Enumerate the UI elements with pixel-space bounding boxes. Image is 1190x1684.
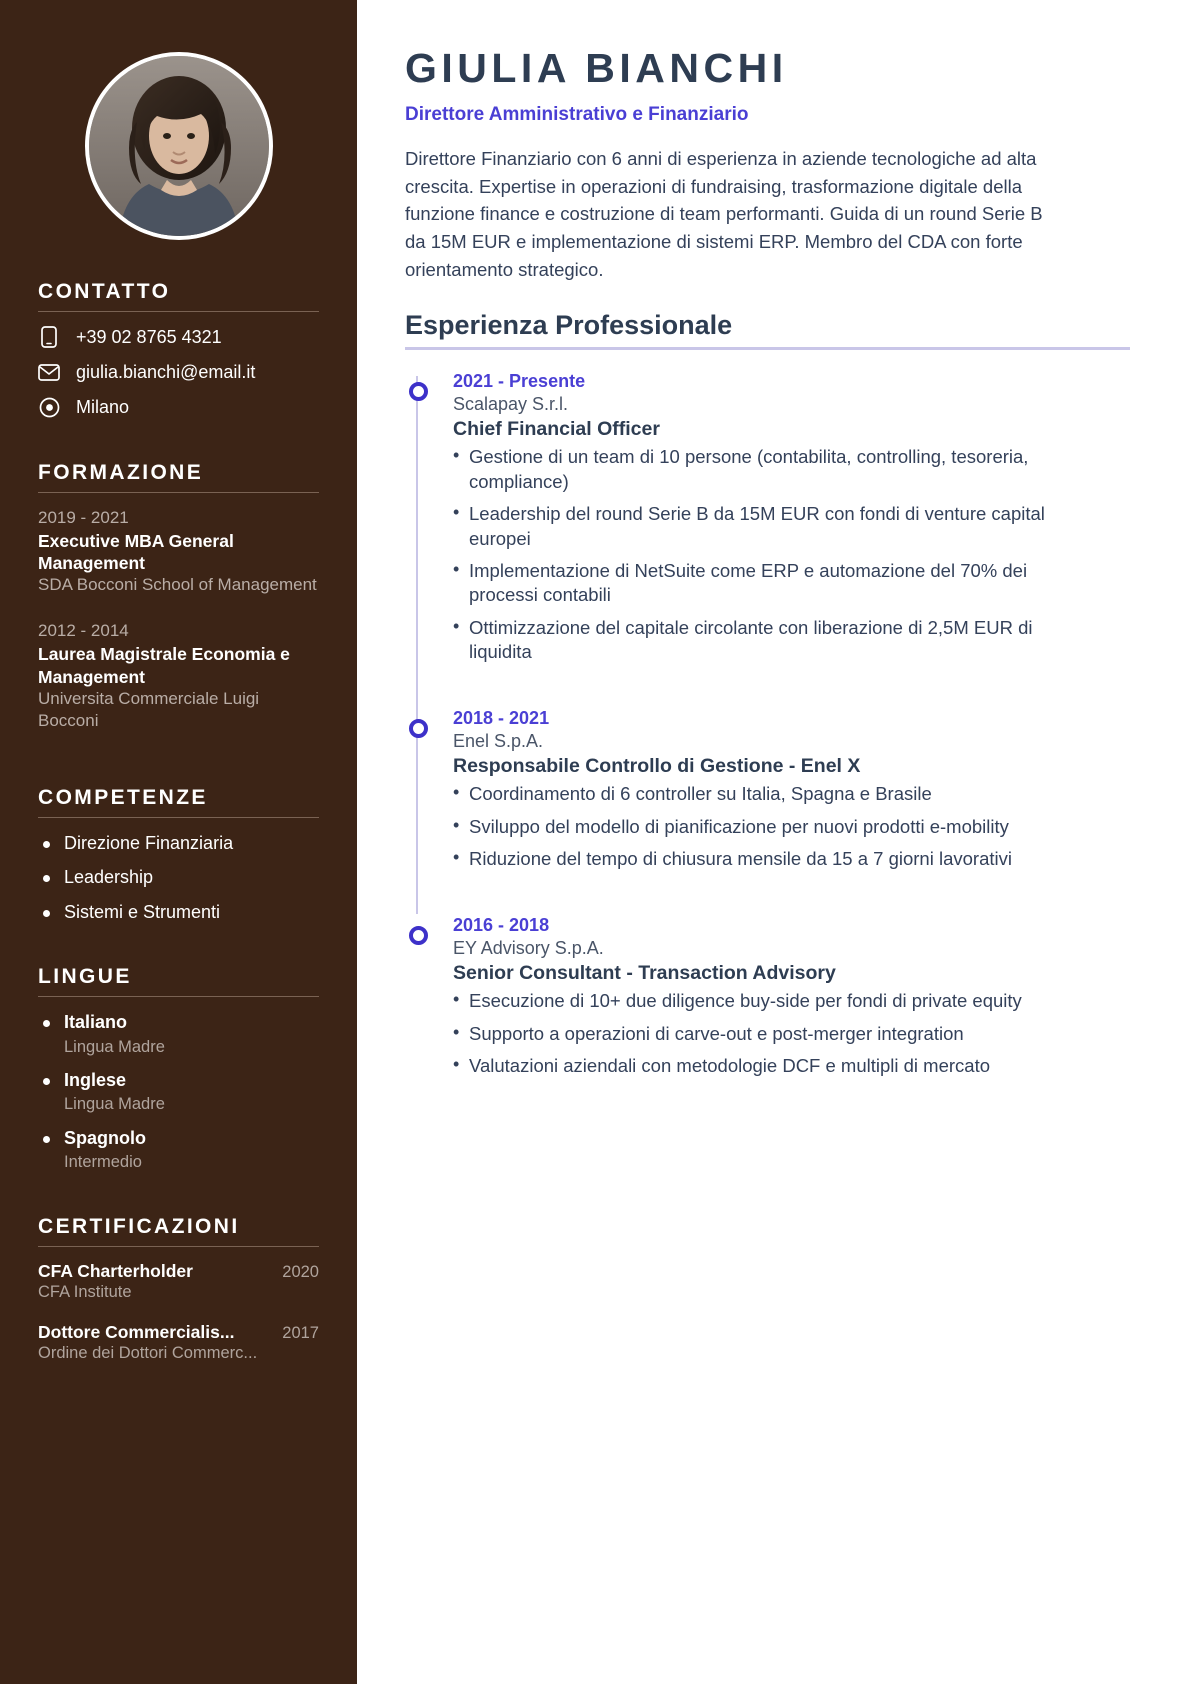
portrait-photo-icon — [89, 56, 269, 236]
experience-bullet: • Esecuzione di 10+ due diligence buy-side per fondi di private equity — [453, 989, 1094, 1013]
language-item — [38, 1011, 319, 1058]
email-icon — [38, 361, 60, 383]
education-org: Universita Commerciale Luigi Bocconi — [38, 688, 260, 730]
skill-item: Direzione Finanziaria — [38, 832, 319, 855]
skills-heading: COMPETENZE — [38, 786, 208, 810]
education-date: 2012 - 2014 — [38, 621, 129, 641]
certification-year: 2017 — [282, 1323, 319, 1342]
certification-name: Dottore Commercialis... — [38, 1321, 235, 1342]
skills-section — [0, 756, 357, 924]
education-divider — [38, 492, 319, 493]
timeline-dot-icon — [409, 719, 428, 738]
experience-bullets — [453, 445, 1130, 664]
professional-summary: Direttore Finanziario con 6 anni di esperienza in aziende tecnologiche ad alta crescita. Expertise in operazioni di fundraising, trasformazione digitale della funzione finance e costruzione di team performanti. Guida di un round Serie B da 15M EUR e implementazione di sistemi ERP. Membro del CDA con forte orientamento strategico. — [405, 147, 1043, 280]
education-title: Laurea Magistrale Economia e Management — [38, 644, 290, 687]
contact-value-location: Milano — [76, 396, 130, 417]
contact-section — [0, 250, 357, 418]
language-name: Inglese — [64, 1070, 127, 1091]
experience-bullet: • Coordinamento di 6 controller su Italia, Spagna e Brasile — [453, 782, 1094, 806]
timeline-line — [416, 707, 418, 914]
avatar-container — [0, 0, 357, 250]
timeline-line — [416, 376, 418, 707]
education-date: 2019 - 2021 — [38, 508, 129, 527]
education-title: Executive MBA General Management — [38, 530, 234, 574]
language-item — [38, 1127, 319, 1174]
contact-item-location[interactable] — [38, 396, 319, 418]
certifications-heading: CERTIFICAZIONI — [38, 1214, 240, 1238]
experience-bullet: • Riduzione del tempo di chiusura mensile da 15 a 7 giorni lavorativi — [453, 847, 1094, 871]
experience-company: Scalapay S.r.l. — [453, 394, 569, 415]
language-level: Intermedio — [64, 1153, 142, 1172]
certifications-section — [0, 1185, 357, 1363]
education-org: SDA Bocconi School of Management — [38, 575, 317, 595]
education-section — [0, 431, 357, 732]
contact-value-email: giulia.bianchi@email.it — [76, 361, 256, 382]
experience-timeline — [405, 370, 1130, 1079]
experience-date: 2021 - Presente — [453, 370, 586, 391]
languages-list — [38, 1011, 319, 1173]
languages-section — [0, 935, 357, 1173]
experience-heading: Esperienza Professionale — [405, 309, 733, 340]
experience-bullet: • Leadership del round Serie B da 15M EUR con fondi di venture capital europei — [453, 502, 1094, 551]
main-content — [357, 0, 1190, 1684]
languages-heading: LINGUE — [38, 965, 132, 989]
experience-bullet: • Ottimizzazione del capitale circolante con liberazione di 2,5M EUR di liquidita — [453, 616, 1094, 665]
experience-date: 2016 - 2018 — [453, 914, 550, 935]
language-name: Italiano — [64, 1012, 128, 1033]
certification-name: CFA Charterholder — [38, 1260, 193, 1281]
avatar — [85, 52, 273, 240]
experience-bullet: • Sviluppo del modello di pianificazione per nuovi prodotti e-mobility — [453, 815, 1094, 839]
experience-item — [405, 707, 1130, 914]
experience-bullet: • Supporto a operazioni di carve-out e post-merger integration — [453, 1022, 1094, 1046]
job-headline: Direttore Amministrativo e Finanziario — [405, 104, 749, 126]
experience-item — [405, 914, 1130, 1079]
contact-heading: CONTATTO — [38, 280, 171, 303]
experience-role: Senior Consultant - Transaction Advisory — [453, 962, 836, 985]
certification-year: 2020 — [282, 1262, 319, 1281]
skills-divider — [38, 817, 319, 818]
language-level: Lingua Madre — [64, 1037, 165, 1056]
education-item — [38, 620, 319, 732]
certification-item — [38, 1261, 319, 1302]
experience-bullet: • Implementazione di NetSuite come ERP e automazione del 70% dei processi contabili — [453, 559, 1094, 608]
certification-item — [38, 1322, 319, 1363]
contact-divider — [38, 311, 319, 312]
contact-value-phone: +39 02 8765 4321 — [76, 326, 222, 347]
experience-bullet: • Valutazioni aziendali con metodologie DCF e multipli di mercato — [453, 1054, 1094, 1078]
sidebar — [0, 0, 357, 1684]
contact-item-email[interactable] — [38, 361, 319, 383]
skill-item: Leadership — [38, 866, 319, 889]
contact-item-phone[interactable] — [38, 326, 319, 348]
page-title: GIULIA BIANCHI — [405, 45, 788, 91]
certifications-divider — [38, 1246, 319, 1247]
certification-org: Ordine dei Dottori Commerc... — [38, 1343, 258, 1362]
experience-role: Chief Financial Officer — [453, 418, 660, 441]
experience-date: 2018 - 2021 — [453, 707, 550, 728]
education-item — [38, 507, 319, 596]
education-heading: FORMAZIONE — [38, 461, 204, 484]
language-level: Lingua Madre — [64, 1095, 165, 1114]
experience-divider — [405, 347, 1130, 350]
location-icon — [38, 396, 60, 418]
experience-company: Enel S.p.A. — [453, 731, 544, 752]
timeline-dot-icon — [409, 382, 428, 401]
experience-item — [405, 370, 1130, 707]
experience-bullets — [453, 989, 1130, 1078]
language-name: Spagnolo — [64, 1127, 146, 1148]
skills-list — [38, 832, 319, 924]
phone-icon — [38, 326, 60, 348]
timeline-dot-icon — [409, 926, 428, 945]
experience-role: Responsabile Controllo di Gestione - Enel X — [453, 755, 861, 778]
languages-divider — [38, 996, 319, 997]
experience-company: EY Advisory S.p.A. — [453, 938, 604, 959]
language-item — [38, 1069, 319, 1116]
experience-bullet: • Gestione di un team di 10 persone (contabilita, controlling, tesoreria, compliance) — [453, 445, 1094, 494]
experience-bullets — [453, 782, 1130, 871]
skill-item: Sistemi e Strumenti — [38, 901, 319, 924]
certification-org: CFA Institute — [38, 1282, 132, 1301]
